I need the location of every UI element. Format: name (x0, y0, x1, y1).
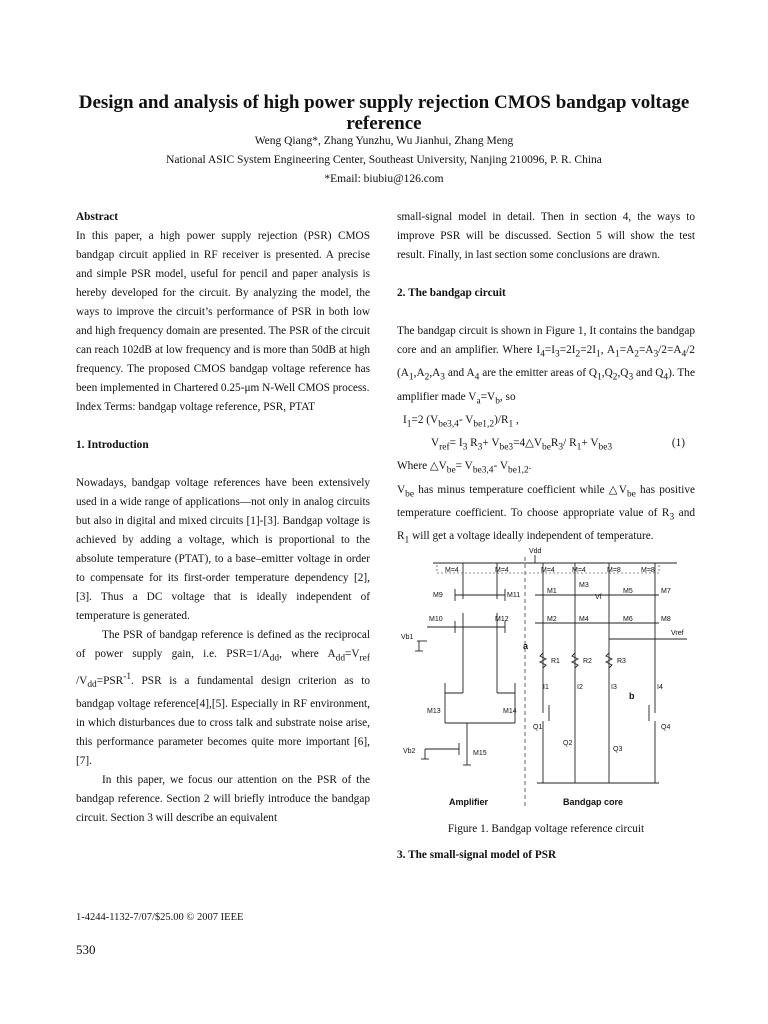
abstract-text: In this paper, a high power supply rejection (PSR) CMOS bandgap circuit applied in RF receiver is presented. A precise and simple PSR model, useful for pencil and paper analysis is hereby developed for the circuit. By analyzing the model, the ways to improve the circuit’s performance of PSR in both low and high frequency domain are presented. The PSR of the circuit can reach 102dB at low frequency and is more than 50dB at high frequency. The proposed CMOS bandgap voltage reference has been implemented in Chartered 0.25-μm N-Well CMOS process. (76, 230, 370, 394)
intro-paragraph-2: The PSR of bandgap reference is defined as the reciprocal of power supply gain, i.e. $PSR=1/A_{dd}$, where $A_{dd}=V_{ref}$ $/V_{dd}=PSR^{-1}$. PSR is a fundamental design criterion as to bandgap voltage reference[4],[5]. Especially in RF environment, in which disturbances due to cross talk and substrate noise arise, this performance parameter becomes quite more important [6], [7]. (76, 629, 370, 768)
mult-label: M=4 (541, 567, 555, 574)
m6-label: M6 (623, 616, 633, 623)
r1-label: R1 (551, 658, 560, 665)
node-a-label: a (523, 641, 529, 651)
mult-label: M=8 (641, 567, 655, 574)
intro-heading: 1. Introduction (76, 439, 149, 451)
m5-label: M5 (623, 588, 633, 595)
r2-label: R2 (583, 658, 592, 665)
m7-label: M7 (661, 588, 671, 595)
i3-label: I3 (611, 684, 617, 691)
section2-heading: 2. The bandgap circuit (397, 287, 506, 299)
vb1-label: Vb1 (401, 634, 414, 641)
left-column (76, 208, 370, 828)
bandgap-core-label: Bandgap core (563, 797, 624, 807)
m4-label: M4 (579, 616, 589, 623)
intro-paragraph-1: Nowadays, bandgap voltage references have been extensively used in a wide range of applications—not only in analog circuits but also in digital and mixed circuits [1]-[3]. Bandgap voltage is achieved by adding a voltage, which is proportional to the absolute temperature (PTAT), to a base–emitter voltage in order to compensate for its first-order temperature dependency [2], [3]. Thus a DC voltage that is ideally independent of temperature is generated. (76, 477, 370, 622)
figure-caption: Figure 1. Bandgap voltage reference circuit (447, 823, 645, 836)
q1-label: Q1 (533, 724, 543, 731)
m9-label: M9 (433, 592, 443, 599)
m11-label: M11 (507, 592, 521, 599)
paper-title: Design and analysis of high power supply rejection CMOS bandgap voltage reference (78, 92, 690, 134)
m14-label: M14 (503, 708, 517, 715)
section2-paragraph: The bandgap circuit is shown in Figure 1, It contains the bandgap core and an amplifier. Where $I_4=I_3=2I_2=2I_1$, $A_1=A_2=A_3/2=A_4/2$ ($A_1,A_2,A_3$ and $A_4$ are the emitter areas of $Q_1,Q_2,Q_3$ and $Q_4$). The amplifier made $V_a=V_b$, so (397, 325, 695, 406)
m10-label: M10 (429, 616, 443, 623)
vf-label: Vf (595, 594, 602, 601)
i2-label: I2 (577, 684, 583, 691)
mult-label: M=4 (445, 567, 459, 574)
m1-label: M1 (547, 588, 557, 595)
m13-label: M13 (427, 708, 441, 715)
vdd-label: Vdd (529, 548, 542, 555)
affiliation: National ASIC System Engineering Center, Southeast University, Nanjing 210096, P. R. China (166, 154, 602, 166)
figure-1-circuit (397, 543, 695, 809)
authors: Weng Qiang*, Zhang Yunzhu, Wu Jianhui, Zhang Meng (254, 135, 514, 147)
m3-label: M3 (579, 582, 589, 589)
continued-paragraph: small-signal model in detail. Then in section 4, the ways to improve PSR will be discussed. Section 5 will show the test result. Finally, in last section some conclusions are drawn. (397, 211, 695, 261)
m2-label: M2 (547, 616, 557, 623)
page-number: 530 (76, 942, 96, 957)
equation-number: (1) (671, 437, 685, 449)
q3-label: Q3 (613, 746, 623, 753)
section3-heading: 3. The small-signal model of PSR (397, 849, 557, 861)
i4-label: I4 (657, 684, 663, 691)
where-clause: Where $\triangle V_{be}= V_{be3,4}-$ $V_{be1,2}$. (397, 460, 532, 476)
q2-label: Q2 (563, 740, 573, 747)
mult-label: M=8 (607, 567, 621, 574)
m8-label: M8 (661, 616, 671, 623)
equation-current: $I_1=2$ ($V_{be3,4}-$ $V_{be1,2})/R_1$ , (403, 413, 519, 429)
vb2-label: Vb2 (403, 748, 416, 755)
right-column (397, 208, 695, 550)
amplifier-label: Amplifier (449, 797, 489, 807)
vbe-paragraph: $V_{be}$ has minus temperature coefficient while $\triangle V_{be}$ has positive temperature coefficient. To choose appropriate value of $R_3$ and $R_1$ will get a voltage ideally independent of temperature. (397, 483, 695, 546)
email: *Email: biubiu@126.com (324, 173, 444, 185)
r3-label: R3 (617, 658, 626, 665)
equation-1: $V_{ref}= I_3$ $R_3+$ $V_{be3}=4\triangle V_{be}R_3/$ $R_1+ V_{be3}$ (1) (397, 434, 695, 457)
m12-label: M12 (495, 616, 509, 623)
node-b-label: b (629, 691, 635, 701)
q4-label: Q4 (661, 724, 671, 731)
mult-label: M=4 (572, 567, 586, 574)
copyright-footer: 1-4244-1132-7/07/$25.00 © 2007 IEEE (76, 912, 244, 923)
index-terms: Index Terms: bandgap voltage reference, PSR, PTAT (76, 401, 316, 413)
intro-paragraph-3: In this paper, we focus our attention on the PSR of the bandgap reference. Section 2 will briefly introduce the bandgap circuit. Section 3 will describe an equivalent (76, 774, 370, 825)
abstract-heading: Abstract (76, 211, 119, 223)
mult-label: M=4 (495, 567, 509, 574)
i1-label: I1 (543, 684, 549, 691)
vref-label: Vref (671, 630, 684, 637)
m15-label: M15 (473, 750, 487, 757)
